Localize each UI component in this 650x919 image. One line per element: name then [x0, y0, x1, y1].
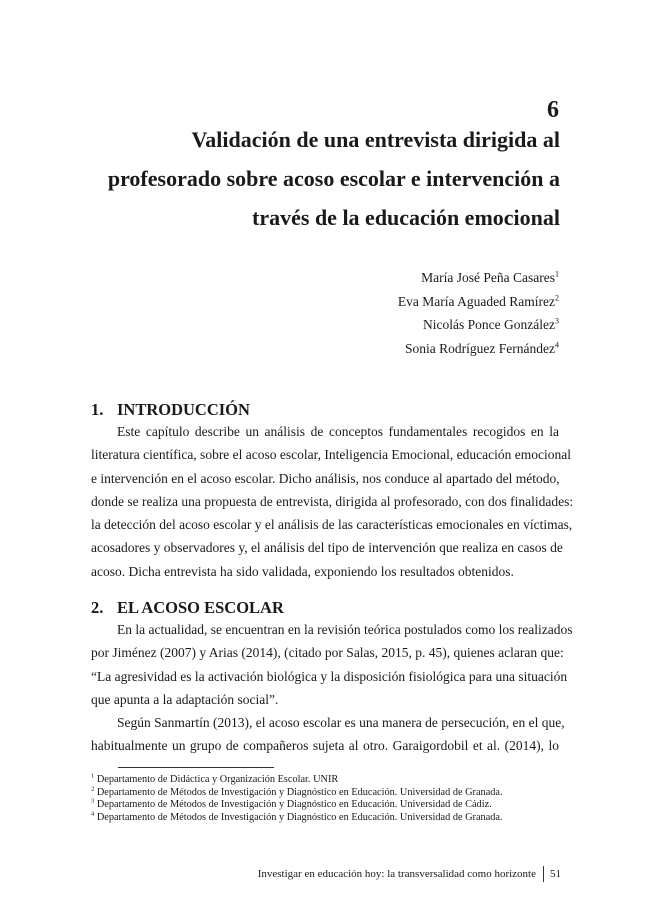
text-line: Este capítulo describe un análisis de conceptos fundamentales recogidos en la: [117, 424, 559, 439]
footnote: [91, 774, 561, 787]
author: [398, 266, 559, 290]
author-list: [398, 266, 559, 360]
author-name: Nicolás Ponce González: [423, 317, 555, 333]
text-line: literatura científica, sobre el acoso escolar, Inteligencia Emocional, educación emocional: [91, 447, 571, 463]
page-footer: [258, 866, 561, 882]
section-title: EL ACOSO ESCOLAR: [117, 598, 284, 617]
text-line: En la actualidad, se encuentran en la revisión teórica postulados como los realizados: [117, 622, 573, 637]
text-line: donde se realiza una propuesta de entrevista, dirigida al profesorado, con dos finalidades:: [91, 493, 574, 509]
section-title: INTRODUCCIÓN: [117, 400, 250, 419]
footnote-text: Departamento de Métodos de Investigación y Diagnóstico en Educación. Universidad de Granada.: [96, 811, 503, 823]
text-line: Según Sanmartín (2013), el acoso escolar es una manera de persecución, en el que,: [117, 715, 565, 731]
footnote-mark: 3: [91, 797, 95, 805]
chapter-title: [80, 120, 560, 237]
footnote: [91, 799, 561, 812]
footnote: [91, 812, 561, 825]
section-number: 1.: [91, 400, 104, 419]
chapter-title-line: través de la educación emocional: [252, 205, 560, 230]
text-line: e intervención en el acoso escolar. Dicho análisis, nos conduce al apartado del método,: [91, 470, 560, 486]
author: [398, 337, 559, 361]
text-line: acosadores y observadores y, el análisis del tipo de intervención que realiza en casos de: [91, 540, 563, 556]
author-footnote-mark: 2: [555, 293, 559, 303]
author-name: Eva María Aguaded Ramírez: [397, 293, 555, 309]
author-footnote-mark: 3: [555, 316, 559, 326]
chapter-number: 6: [547, 97, 559, 123]
footnote-mark: 4: [91, 810, 95, 818]
chapter-title-line: Validación de una entrevista dirigida al: [191, 127, 560, 152]
footnote-mark: 1: [91, 772, 95, 780]
footnote-mark: 2: [91, 785, 95, 793]
footnote-text: Departamento de Métodos de Investigación y Diagnóstico en Educación. Universidad de Granada.: [96, 786, 503, 798]
author-name: Sonia Rodríguez Fernández: [405, 340, 555, 356]
footer-separator: [543, 866, 544, 882]
text-line: habitualmente un grupo de compañeros sujeta al otro. Garaigordobil et al. (2014), lo: [91, 738, 559, 754]
chapter-title-line: profesorado sobre acoso escolar e intervención a: [107, 166, 560, 191]
page-number: 51: [550, 868, 561, 880]
text-line: que apunta a la adaptación social”.: [91, 691, 279, 707]
text-line: la detección del acoso escolar y el análisis de las características emocionales en víctimas,: [91, 517, 573, 533]
footnote-text: Departamento de Didáctica y Organización Escolar. UNIR: [96, 774, 339, 785]
author-footnote-mark: 4: [555, 340, 559, 350]
section-number: 2.: [91, 598, 104, 617]
author-name: María José Peña Casares: [421, 270, 555, 285]
author-footnote-mark: 1: [555, 269, 559, 279]
author: [398, 313, 559, 337]
section-heading-acoso-escolar: [91, 598, 284, 618]
text-line: acoso. Dicha entrevista ha sido validada, exponiendo los resultados obtenidos.: [91, 563, 514, 579]
text-line: por Jiménez (2007) y Arias (2014), (citado por Salas, 2015, p. 45), quienes aclaran que:: [91, 645, 564, 661]
section-body-introduccion: [91, 420, 574, 583]
footnotes: [91, 774, 561, 824]
running-title: Investigar en educación hoy: la transversalidad como horizonte: [257, 868, 536, 880]
footnote-divider: [118, 767, 274, 768]
section-body-acoso-escolar: [91, 618, 573, 758]
footnote-text: Departamento de Métodos de Investigación y Diagnóstico en Educación. Universidad de Cádiz.: [96, 799, 492, 811]
section-heading-introduccion: [91, 400, 250, 420]
footnote: [91, 787, 561, 800]
text-line: “La agresividad es la activación biológica y la disposición fisiológica para una situación: [91, 668, 568, 684]
author: [398, 290, 559, 314]
